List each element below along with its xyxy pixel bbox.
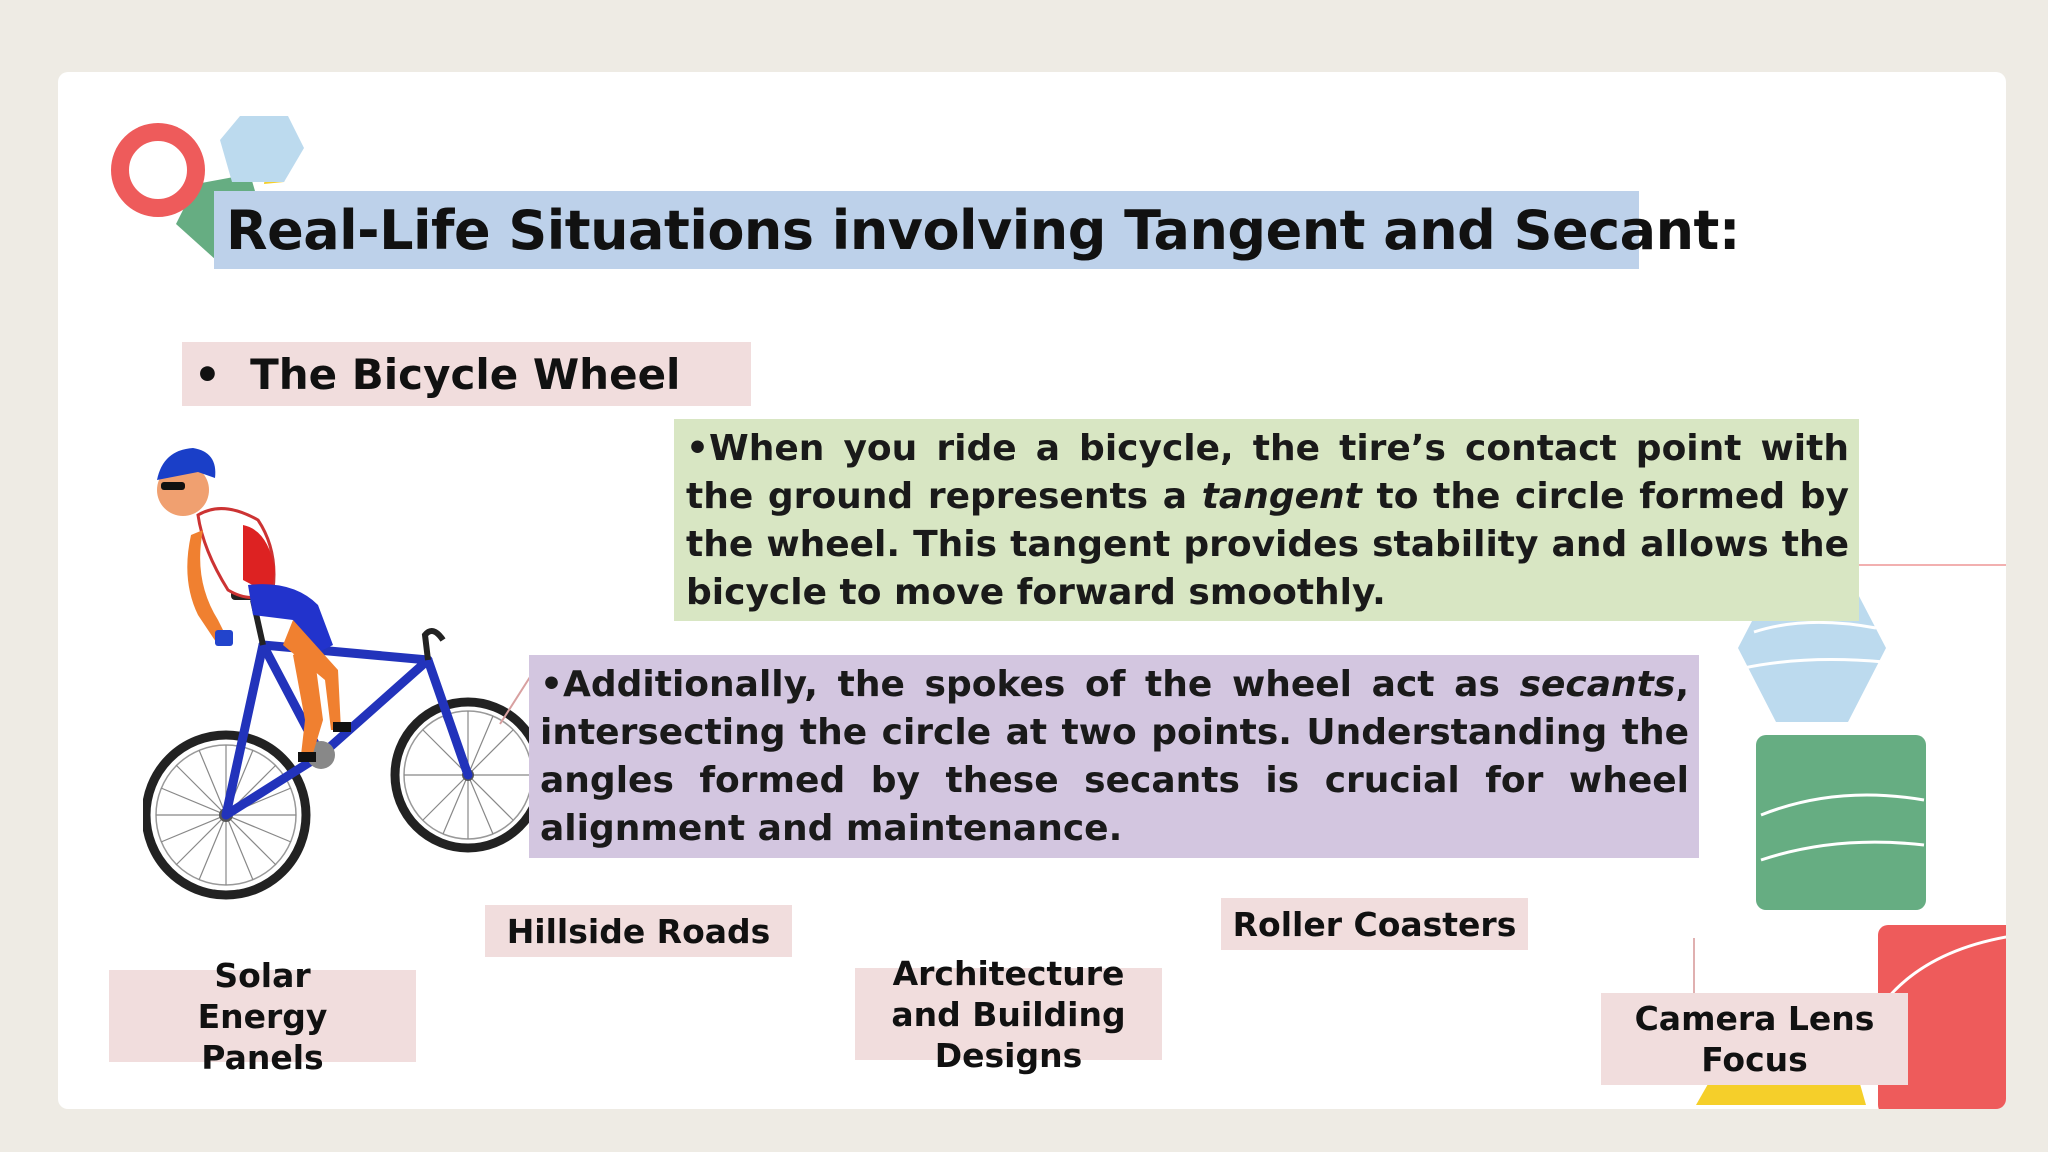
connector-line [498,672,533,732]
red-ring-shape [120,132,196,208]
tangent-text-before: •When you ride a bicycle, the tire’s contact point with the ground represents a [686,428,1849,517]
subheading-text: The Bicycle Wheel [250,350,681,399]
tangent-paragraph [674,419,1859,621]
subheading-box [182,342,751,406]
secant-paragraph [529,655,1699,858]
page-title: Real-Life Situations involving Tangent and Secant: [226,199,1740,262]
label-hillside-text: Hillside Roads [506,911,771,951]
label-camera-lens-focus [1601,993,1908,1085]
secant-text-before: •Additionally, the spokes of the wheel act as [540,664,1520,705]
label-roller-text: Roller Coasters [1232,904,1517,944]
blue-hexagon-shape [220,116,304,182]
green-square-shape [1756,735,1926,910]
tangent-emphasis: tangent [1201,476,1362,517]
bullet-icon: • [194,350,221,399]
label-architecture-text: Architecture and Building Designs [891,953,1126,1075]
secant-emphasis: secants [1519,664,1676,705]
secant-text-after: , intersecting the circle at two points. Understanding the angles formed by these secants is crucial for wheel alignment and maintenance. [540,664,1689,849]
label-solar-text: Solar Energy Panels [197,955,328,1077]
label-architecture [855,953,1162,1075]
label-solar-energy-panels [109,955,416,1077]
title-highlight [214,191,1740,269]
slide [58,72,2006,1109]
label-roller-coasters [1221,898,1528,950]
subheading [194,350,680,399]
label-camera-text: Camera Lens Focus [1634,999,1875,1079]
label-hillside-roads [485,905,792,957]
tangent-text-after: to the circle formed by the wheel. This tangent provides stability and allows the bicycle to move forward smoothly. [686,476,1849,613]
rider [157,448,351,762]
